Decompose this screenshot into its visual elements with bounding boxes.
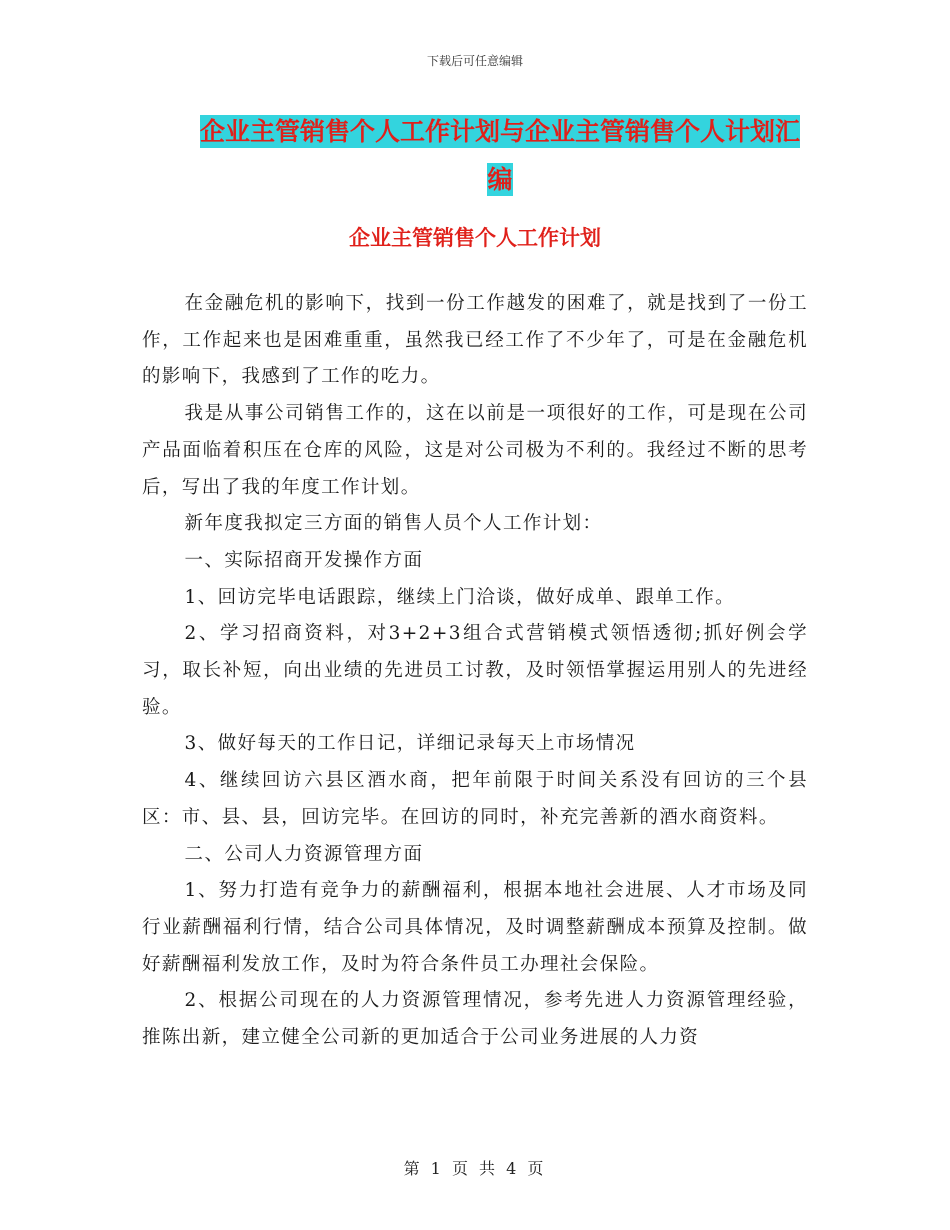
paragraph: 2、学习招商资料，对3+2+3组合式营销模式领悟透彻;抓好例会学习，取长补短，向出业绩的先进员工讨教，及时领悟掌握运用别人的先进经验。 [142, 623, 808, 718]
paragraph: 一、实际招商开发操作方面 [184, 549, 424, 571]
page-footer-number: 第 1 页 共 4 页 [403, 1159, 547, 1178]
document-body [142, 286, 808, 1057]
page-header-note: 下载后可任意编辑 [426, 54, 523, 68]
paragraph: 在金融危机的影响下，找到一份工作越发的困难了，就是找到了一份工作，工作起来也是困难重重，虽然我已经工作了不少年了，可是在金融危机的影响下，我感到了工作的吃力。 [142, 293, 808, 388]
paragraph: 二、公司人力资源管理方面 [184, 843, 424, 865]
paragraph: 2、根据公司现在的人力资源管理情况，参考先进人力资源管理经验，推陈出新，建立健全公司新的更加适合于公司业务进展的人力资 [142, 990, 808, 1049]
paragraph: 1、努力打造有竞争力的薪酬福利，根据本地社会进展、人才市场及同行业薪酬福利行情，结合公司具体情况，及时调整薪酬成本预算及控制。做好薪酬福利发放工作，及时为符合条件员工办理社会保险。 [142, 880, 808, 975]
document-title [190, 108, 810, 204]
paragraph: 4、继续回访六县区酒水商，把年前限于时间关系没有回访的三个县区：市、县、县，回访完毕。在回访的同时，补充完善新的酒水商资料。 [142, 770, 808, 828]
paragraph: 我是从事公司销售工作的，这在以前是一项很好的工作，可是现在公司产品面临着积压在仓库的风险，这是对公司极为不利的。我经过不断的思考后，写出了我的年度工作计划。 [142, 403, 808, 498]
paragraph: 新年度我拟定三方面的销售人员个人工作计划： [184, 513, 603, 535]
paragraph: 3、做好每天的工作日记，详细记录每天上市场情况 [184, 733, 636, 755]
paragraph: 1、回访完毕电话跟踪，继续上门洽谈，做好成单、跟单工作。 [184, 586, 736, 608]
document-title-text: 企业主管销售个人工作计划与企业主管销售个人计划汇编 [199, 117, 800, 194]
section-title: 企业主管销售个人工作计划 [349, 226, 601, 250]
